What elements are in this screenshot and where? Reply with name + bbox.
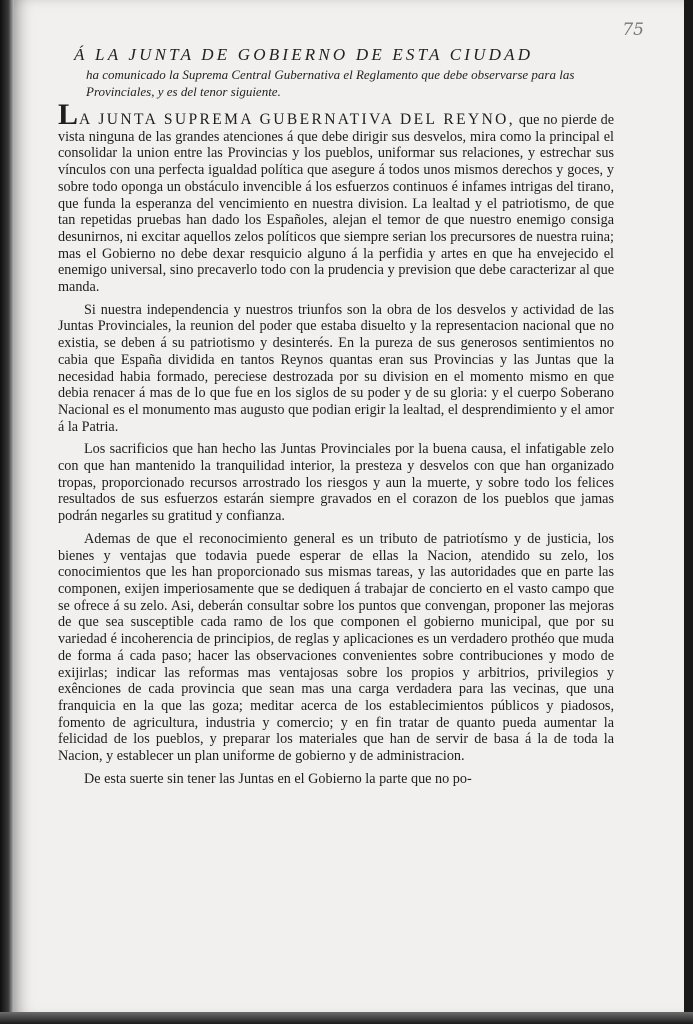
lead-in-caps: A JUNTA SUPREMA GUBERNATIVA DEL REYNO, <box>79 111 516 128</box>
paragraph-1-text: que no pierde de vista ninguna de las grandes atenciones á que debe dirigir sus desvelos, mira como la principal el consolidar la union entre las Provincias y los pueblos, uniformar sus relaciones, y estrechar sus vínculos con una perfecta igualdad política que asegure á todos unos mismos derechos y goces, y sobre todo oponga un obstáculo invencible á los esfuerzos continuos é infames intrigas del tirano, que funda la esperanza del vencimiento en nuestra division. La lealtad y el patriotismo, de que tan repetidas pruebas han dado los Españoles, alejan el temor de que nuestro enemigo consiga desunirnos, ni excitar aquellos zelos políticos que siempre serian los precursores de nuestra ruina; mas el Gobierno no debe dexar resquicio alguno á la perfidia y artes en que ha envejecido el enemigo universal, sino precaverlo todo con la prudencia y prevision que debe caracterizar al que manda. <box>58 112 615 296</box>
paragraph-2: Si nuestra independencia y nuestros triunfos son la obra de los desvelos y actividad de las Juntas Provinciales, la reunion del poder que estaba disuelto y la representacion nacional que no existia, se deben á su patriotismo y desinterés. En la pureza de sus generosos sentimientos no cabia que España dividida en tantos Reynos quantas eran sus Provincias y las Juntas que la necesidad habia formado, pereciese destrozada por su division en el momento mismo en que debia renacer á mas de lo que fue en los siglos de su poder y de su gloria: y el cuerpo Soberano Nacional es el monumento mas augusto que podian erigir la lealtad, el desprendimiento y el amor á la Patria. <box>58 301 614 435</box>
document-body <box>58 98 615 793</box>
paragraph-1 <box>58 98 615 296</box>
page-number: 75 <box>622 20 644 40</box>
paragraph-4: Ademas de que el reconocimiento general es un tributo de patriotísmo y de justicia, los bienes y ventajas que todavia puede esperar de ellas la Nacion, atendido su zelo, los conocimientos que les han proporcionado sus mismas tareas, y las autoridades que en parte las componen, exijen imperiosamente que se dediquen á trabajar de concierto en el vasto campo que se ofrece á su zelo. Asi, deberán consultar sobre los puntos que convengan, proponer las mejoras de que sea susceptible cada ramo de los que componen el gobierno municipal, que por su variedad é incoherencia de principios, de reglas y aplicaciones es un verdadero prothéo que muda de forma á cada paso; hacer las observaciones convenientes sobre contribuciones y modo de exijirlas; indicar las reformas mas ventajosas sobre los propios y arbitrios, privilegios y exênciones de cada provincia que sean mas una carga verdadera para las vecinas, que una franquicia en la que las goza; meditar acerca de los establecimientos públicos y piadosos, fomento de agricultura, industria y comercio; y en fin tratar de quanto pueda aumentar la felicidad de los pueblos, y preparar los materiales que han de servir de basa á la de toda la Nacion, y establecer un plan uniforme de gobierno y de administracion. <box>58 530 614 765</box>
paragraph-3: Los sacrificios que han hecho las Juntas Provinciales por la buena causa, el infatigable zelo con que han mantenido la tranquilidad interior, la presteza y desvelos con que han organizado tropas, proporcionado recursos arrostrado los riesgos y aun la muerte, y sobre todo los felices resultados de sus esfuerzos estarán siempre gravados en el corazon de los pueblos que jamas podrán negarles su gratitud y confianza. <box>58 441 614 525</box>
page-bottom-edge <box>0 1012 693 1024</box>
heading-title: Á LA JUNTA DE GOBIERNO DE ESTA CIUDAD <box>74 45 534 64</box>
paragraph-5: De esta suerte sin tener las Juntas en el Gobierno la parte que no po- <box>84 770 472 787</box>
document-heading <box>74 44 626 100</box>
book-spine-shadow <box>0 0 14 1024</box>
heading-subtitle: ha comunicado la Suprema Central Gubernativa el Reglamento que debe observarse para las Provinciales, y es del tenor siguiente. <box>86 67 575 99</box>
drop-cap: L <box>58 98 80 131</box>
